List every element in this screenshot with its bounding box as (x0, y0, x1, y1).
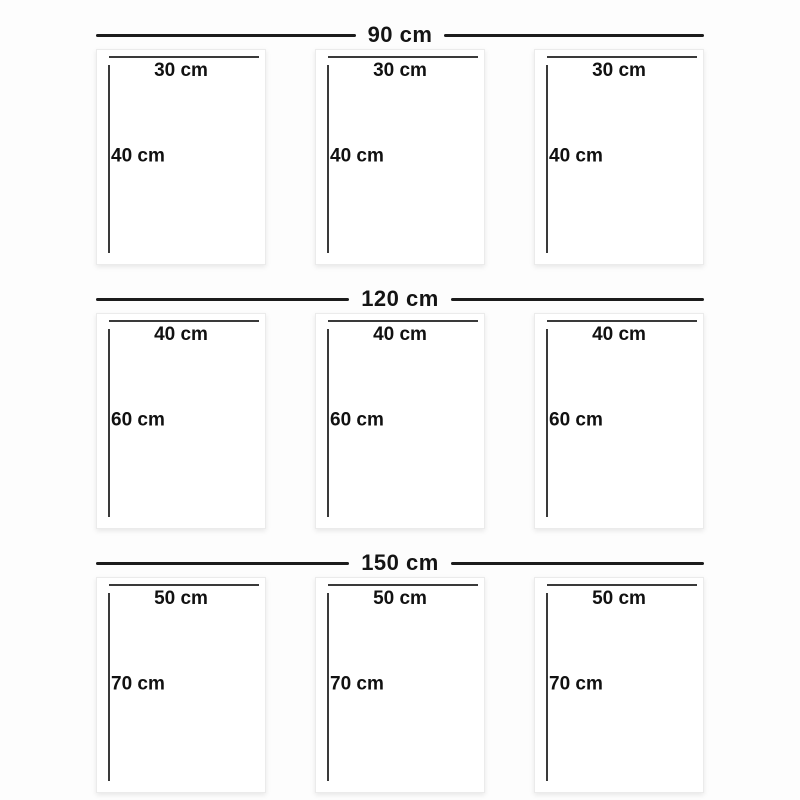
frame-height-label: 70 cm (549, 673, 603, 695)
row-total-width-label: 150 cm (361, 550, 439, 575)
frame-height-label: 60 cm (330, 409, 384, 431)
header-line-right (451, 562, 704, 565)
frame-card (96, 313, 266, 529)
frame-height-label: 60 cm (549, 409, 603, 431)
frame-height-line (327, 593, 329, 781)
frame-height-label: 70 cm (330, 673, 384, 695)
frame-width-line (547, 320, 697, 322)
frame-width-label: 50 cm (592, 588, 646, 609)
frame-card (315, 313, 485, 529)
frame-card (96, 49, 266, 265)
frame-width-label: 50 cm (154, 588, 208, 609)
frame-width-label: 40 cm (592, 324, 646, 345)
frame-card (534, 49, 704, 265)
row-total-width-header (96, 21, 704, 49)
frame-width-line (328, 320, 478, 322)
frame-width-label: 30 cm (154, 60, 208, 81)
row-section-90cm (96, 21, 704, 265)
frame-width-line (547, 584, 697, 586)
frame-size-diagram (96, 0, 704, 793)
row-total-width-label: 120 cm (361, 286, 439, 311)
frame-width-line (328, 584, 478, 586)
frame-width-line (328, 56, 478, 58)
frame-card (534, 313, 704, 529)
frame-width-line (109, 584, 259, 586)
header-line-right (444, 34, 704, 37)
frame-width-label: 30 cm (592, 60, 646, 81)
frame-height-label: 40 cm (330, 145, 384, 167)
frame-height-line (546, 329, 548, 517)
frame-height-line (108, 593, 110, 781)
frame-width-line (547, 56, 697, 58)
header-line-left (96, 562, 349, 565)
frame-card (96, 577, 266, 793)
row-section-150cm (96, 549, 704, 793)
cards-row (96, 49, 704, 265)
frame-width-label: 30 cm (373, 60, 427, 81)
row-section-120cm (96, 285, 704, 529)
frame-card (315, 49, 485, 265)
row-total-width-header (96, 549, 704, 577)
frame-height-line (108, 329, 110, 517)
frame-height-line (327, 329, 329, 517)
cards-row (96, 313, 704, 529)
header-line-left (96, 34, 356, 37)
frame-height-label: 40 cm (111, 145, 165, 167)
header-line-right (451, 298, 704, 301)
frame-height-line (546, 65, 548, 253)
row-total-width-label: 90 cm (367, 22, 433, 47)
frame-height-line (108, 65, 110, 253)
frame-height-line (546, 593, 548, 781)
frame-height-label: 70 cm (111, 673, 165, 695)
cards-row (96, 577, 704, 793)
frame-height-label: 40 cm (549, 145, 603, 167)
row-total-width-header (96, 285, 704, 313)
frame-width-label: 40 cm (154, 324, 208, 345)
frame-height-label: 60 cm (111, 409, 165, 431)
frame-width-label: 50 cm (373, 588, 427, 609)
frame-width-line (109, 56, 259, 58)
frame-width-line (109, 320, 259, 322)
frame-card (315, 577, 485, 793)
header-line-left (96, 298, 349, 301)
frame-width-label: 40 cm (373, 324, 427, 345)
frame-height-line (327, 65, 329, 253)
frame-card (534, 577, 704, 793)
